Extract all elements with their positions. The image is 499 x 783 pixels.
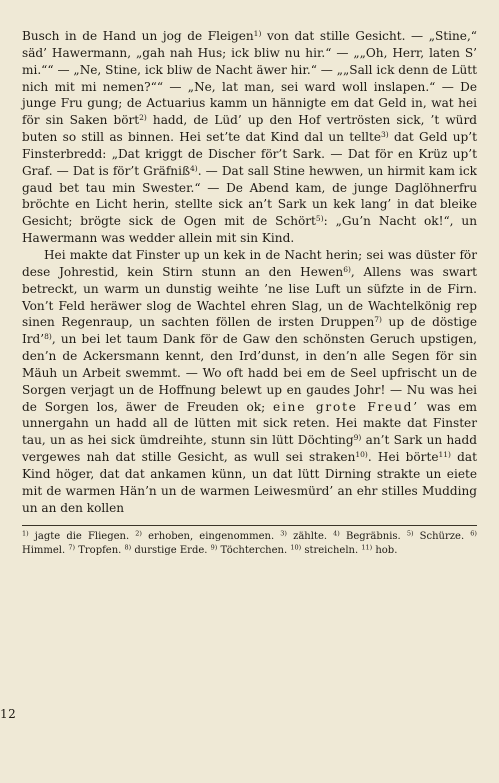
footnotes [22, 525, 477, 557]
footnote-reference: 9) [353, 433, 362, 443]
text-segment: was em unnergahn un hadd all de lütten mit sick reten. Hei makte dat Finster tau, un as hei sick ümdreihte, stunn sin lütt Döchting [22, 399, 477, 448]
footnote-reference: 7) [374, 315, 382, 325]
footnote-number: 5) [406, 529, 414, 538]
text-segment: Hei makte dat Finster up un kek in de Nacht herin; sei was düster för dese Johrestid, kein Stirn stunn an den Hewen [22, 247, 477, 279]
footnote [211, 545, 288, 556]
footnote-text: streicheln. [304, 544, 359, 556]
footnote [68, 545, 121, 556]
footnote-reference: 5) [315, 214, 324, 224]
footnote-reference: 3) [380, 130, 389, 140]
text-segment: up de döstige Ird’ [22, 315, 477, 347]
text-segment: . Hei börte [367, 450, 439, 465]
paragraph [22, 247, 477, 517]
footnote-text: erhoben, eingenommen. [148, 531, 275, 543]
footnote-reference: 8) [44, 332, 52, 342]
paragraph [22, 28, 477, 247]
footnote-number: 9) [210, 543, 218, 552]
footnote-text: hob. [375, 544, 398, 556]
text-segment: dat Geld up’t Finsterbredd: „Dat kriggt de Discher för’t Sark. — Dat för en Krüz up’t Graf. — Dat is för’t Gräfniß [22, 130, 477, 178]
footnote-number: 11) [361, 543, 373, 552]
footnote-text: durstige Erde. [134, 544, 208, 556]
text-segment: an’t Sark un hadd vergewes nah dat stille Gesicht, as wull sei straken [22, 433, 477, 465]
footnote-text: Begräbnis. [345, 531, 401, 543]
footnote [407, 531, 464, 542]
emphasized-text: eine grote Freud’ [273, 399, 419, 414]
footnote-text: zählte. [293, 531, 328, 543]
footnote-number: 10) [290, 543, 302, 552]
footnote [125, 545, 208, 556]
text-segment: dat Kind höger, dat dat ankamen künn, un dat lütt Dirning strakte un eiete mit de warmen Hän’n un de warmen Leiwesmürd’ an ehr stilles Mudding un an den kollen [22, 450, 477, 515]
text-segment: , un bei let taum Dank för de Gaw den schönsten Geruch upstigen, den’n de Ackersmann kennt, den Ird’dunst, in den’n alle Segen för sin Mäuh un Arbeit swemmt. — Wo oft hadd bei em de Seel upfrischt un de Sorgen verjagt un de Hoffnung belewt up en gaudes Johr! — Nu was hei de Sorgen los, äwer de Freuden ok; [22, 332, 477, 414]
footnote [22, 531, 129, 542]
footnote-reference: 1) [253, 29, 262, 38]
footnote-text: Tropfen. [78, 544, 122, 556]
footnote-reference: 6) [343, 264, 351, 274]
footnote [290, 545, 358, 556]
footnote-text: Himmel. [22, 544, 66, 556]
footnote-number: 1) [22, 529, 29, 538]
text-segment: . — Dat sall Stine hewwen, un hirmit kam ick gaud bet tau min Swester.“ — De Abend kam, de junge Daglöhnerfru bröchte en Licht herin, stellte sick an’t Sark un kek lang’ in dat bleike Gesicht; brögte sick de Ogen mit de Schört [22, 163, 477, 229]
footnote-number: 6) [470, 529, 477, 538]
footnote [333, 531, 401, 542]
book-page [22, 28, 477, 758]
body-text [22, 28, 477, 516]
text-segment: von dat stille Gesicht. — „Stine,“ säd’ Hawermann, „gah nah Hus; ick bliw nu hir.“ — „„Oh, Herr, laten S’ mi.““ — „Ne, Stine, ick bliw de Nacht äwer hir.“ — „„Sall ick denn de Lütt nich mit mi nemen?““ — „Ne, lat man, sei ward woll inslapen.“ — De junge Fru gung; de Actuarius kamm un hännigte em dat Geld in, wat hei för sin Saken bört [22, 29, 477, 128]
footnote-number: 7) [68, 543, 76, 552]
text-segment: hadd, de Lüd’ up den Hof vertrösten sick, ’t würd buten so still as binnen. Hei set’te dat Kind dal un tellte [22, 113, 477, 145]
footnote-reference: 11) [438, 450, 451, 460]
footnote-text: Töchterchen. [220, 544, 288, 556]
footnote-number: 2) [135, 529, 142, 538]
footnote [135, 531, 274, 542]
footnote-text: jagte die Fliegen. [34, 531, 130, 543]
footnote [280, 531, 327, 542]
footnote-reference: 4) [190, 163, 198, 173]
footnote-number: 4) [333, 529, 340, 538]
footnote-number: 3) [280, 529, 287, 538]
footnote-text: Schürze. [419, 531, 465, 543]
footnote-reference: 10) [355, 450, 368, 460]
footnote [361, 545, 397, 556]
page-number: 12 [0, 707, 17, 721]
text-segment: : „Gu’n Nacht ok!“, un Hawermann was wedder allein mit sin Kind. [22, 214, 478, 246]
text-segment: , Allens was swart betreckt, un warm un dunstig weihte ’ne lise Luft un süfzte in de Firn. Von’t Feld heräwer slog de Wachtel ehren Slag, un de Wachtelkönig rep sinen Regenraup, un sachten föllen de irsten Druppen [22, 264, 477, 330]
text-segment: Busch in de Hand un jog de Fleigen [22, 29, 254, 43]
footnote-reference: 2) [139, 113, 147, 123]
footnote-number: 8) [124, 543, 132, 552]
